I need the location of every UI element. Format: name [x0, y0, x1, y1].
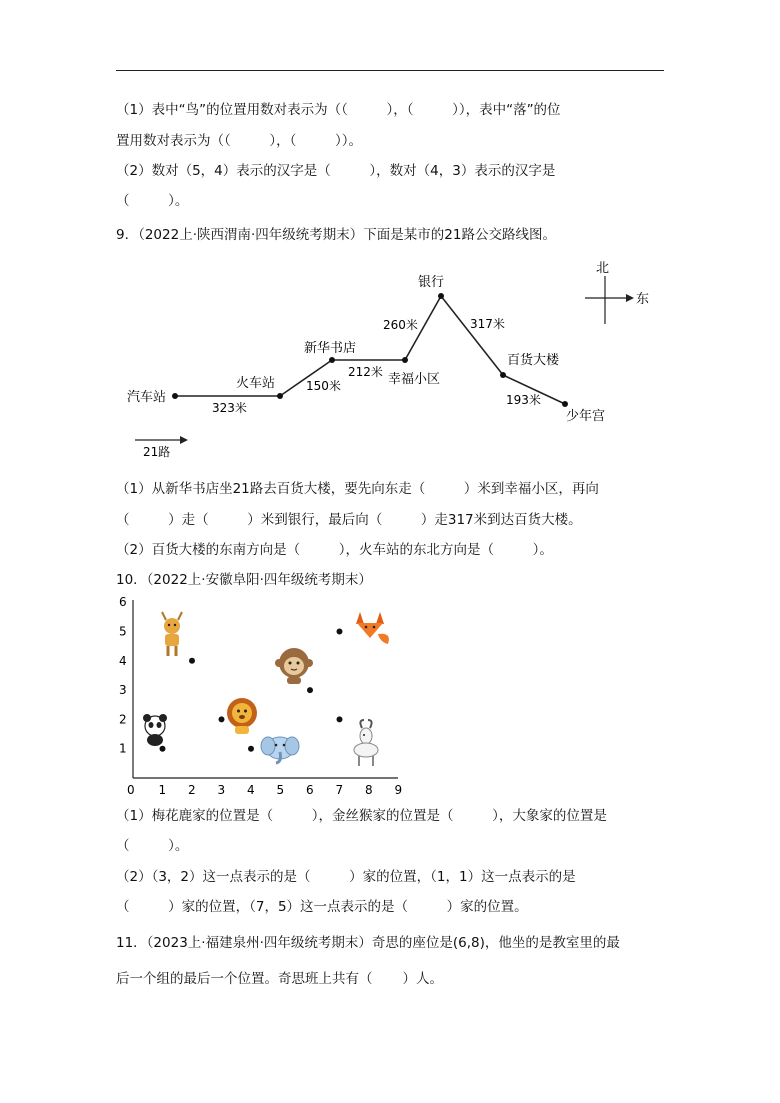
q8-line-4: （ ）。 — [116, 193, 189, 209]
q9-line-3: （2）百货大楼的东南方向是（ ），火车站的东北方向是（ ）。 — [116, 542, 553, 558]
x-tick-label: 1 — [158, 783, 167, 797]
q10-header: 10．（2022上·安徽阜阳·四年级统考期末） — [116, 572, 372, 588]
stop-label: 火车站 — [236, 376, 276, 391]
bus-route-line — [175, 296, 565, 404]
x-tick-label: 0 — [127, 783, 135, 797]
distance-label: 150米 — [306, 379, 341, 393]
fox-icon — [356, 612, 389, 644]
x-tick-label: 2 — [188, 783, 196, 797]
deer-icon — [162, 612, 182, 656]
stop-label: 幸福小区 — [388, 372, 441, 387]
q11-line-1: 11．（2023上·福建泉州·四年级统考期末）奇思的座位是(6,8)，他坐的是教室里的最 — [116, 935, 620, 951]
q9-line-1: （1）从新华书店坐21路去百货大楼，要先向东走（ ）米到幸福小区，再向 — [116, 481, 599, 497]
y-tick-label: 6 — [119, 595, 127, 610]
goat-icon — [354, 720, 378, 766]
q11-line-2: 后一个组的最后一个位置。奇思班上共有（ ）人。 — [116, 971, 444, 987]
q10-line-3: （2）（3，2）这一点表示的是（ ）家的位置，（1，1）这一点表示的是 — [116, 869, 576, 885]
bus-route-map — [0, 250, 780, 470]
compass-east-label: 东 — [636, 292, 650, 307]
distance-label: 260米 — [383, 318, 418, 332]
grid-point — [337, 716, 343, 722]
q8-line-1: （1）表中“鸟”的位置用数对表示为（（ ），（ ）），表中“落”的位 — [116, 102, 561, 118]
q8-line-2: 置用数对表示为（（ ），（ ））。 — [116, 133, 362, 149]
y-tick-label: 3 — [119, 683, 127, 698]
y-tick-label: 1 — [119, 741, 127, 756]
y-tick-label: 4 — [119, 653, 127, 668]
x-tick-label: 7 — [335, 783, 344, 797]
grid-point — [248, 746, 254, 752]
compass-east-arrow-icon — [626, 294, 634, 302]
q10-line-2: （ ）。 — [116, 838, 189, 854]
lion-icon — [227, 698, 257, 734]
stop-dot — [438, 293, 444, 299]
distance-label: 193米 — [506, 393, 541, 407]
q9-header: 9．（2022上·陕西渭南·四年级统考期末）下面是某市的21路公交路线图。 — [116, 227, 556, 243]
route-direction — [135, 436, 188, 459]
grid-point — [307, 687, 313, 693]
y-tick-label: 5 — [119, 624, 127, 639]
stop-label: 少年宫 — [566, 409, 606, 424]
x-tick-label: 3 — [217, 783, 226, 797]
stop-dot — [277, 393, 283, 399]
x-tick-label: 8 — [365, 783, 373, 797]
q8-line-3: （2）数对（5，4）表示的汉字是（ ），数对（4，3）表示的汉字是 — [116, 163, 556, 179]
grid-point — [219, 716, 225, 722]
stop-dot — [402, 357, 408, 363]
x-tick-label: 4 — [247, 783, 255, 797]
stop-label: 汽车站 — [127, 390, 167, 405]
stop-dot — [562, 401, 568, 407]
y-tick-label: 2 — [119, 712, 127, 727]
compass — [585, 261, 649, 324]
grid-point — [160, 746, 166, 752]
stop-label: 百货大楼 — [507, 353, 560, 368]
monkey-icon — [275, 648, 313, 684]
stop-dot — [500, 372, 506, 378]
stop-label: 新华书店 — [304, 341, 357, 356]
elephant-icon — [261, 737, 299, 763]
grid-point — [189, 658, 195, 664]
x-tick-label: 5 — [276, 783, 285, 797]
route-label: 21路 — [143, 445, 171, 459]
stop-dot — [329, 357, 335, 363]
route-arrow-icon — [180, 436, 188, 444]
q10-line-4: （ ）家的位置，（7，5）这一点表示的是（ ）家的位置。 — [116, 899, 528, 915]
x-tick-label: 9 — [394, 783, 403, 797]
header-rule — [116, 70, 664, 71]
q9-line-2: （ ）走（ ）米到银行，最后向（ ）走317米到达百货大楼。 — [116, 512, 582, 528]
stop-label: 银行 — [418, 275, 445, 290]
q10-line-1: （1）梅花鹿家的位置是（ ），金丝猴家的位置是（ ），大象家的位置是 — [116, 808, 607, 824]
compass-north-label: 北 — [596, 261, 610, 276]
distance-label: 323米 — [212, 401, 247, 415]
distance-label: 212米 — [348, 365, 383, 379]
x-tick-label: 6 — [306, 783, 314, 797]
distance-label: 317米 — [470, 317, 505, 331]
animal-position-grid — [0, 595, 780, 800]
stop-dot — [172, 393, 178, 399]
grid-point — [337, 629, 343, 635]
panda-icon — [143, 714, 167, 746]
